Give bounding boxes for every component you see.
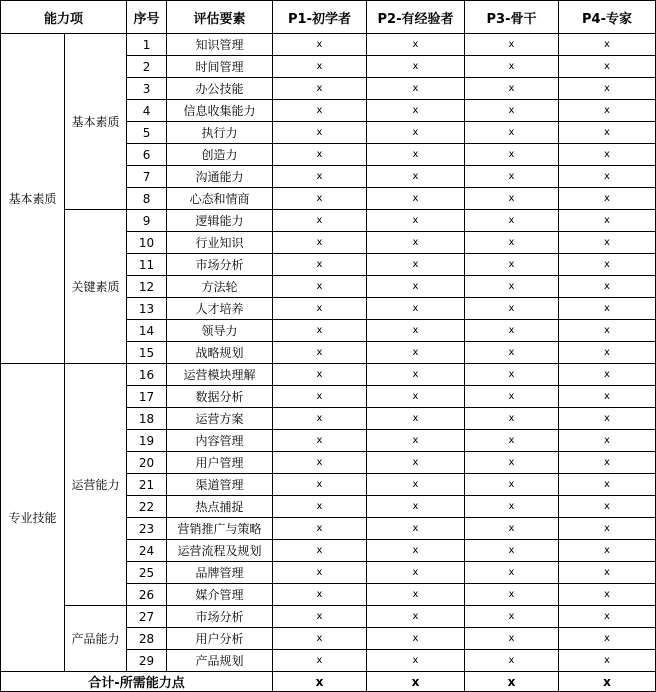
row-p3-mark: x (465, 298, 559, 320)
table-row (1, 364, 656, 386)
row-p2-mark: x (367, 518, 465, 540)
row-p2-mark: x (367, 122, 465, 144)
header-p1: P1-初学者 (273, 1, 367, 34)
row-number: 29 (127, 650, 167, 672)
row-p3-mark: x (465, 276, 559, 298)
row-number: 20 (127, 452, 167, 474)
row-element: 信息收集能力 (167, 100, 273, 122)
row-p3-mark: x (465, 188, 559, 210)
row-number: 8 (127, 188, 167, 210)
row-p3-mark: x (465, 342, 559, 364)
row-element: 执行力 (167, 122, 273, 144)
row-p2-mark: x (367, 474, 465, 496)
row-p2-mark: x (367, 430, 465, 452)
row-element: 用户分析 (167, 628, 273, 650)
row-p3-mark: x (465, 474, 559, 496)
row-p4-mark: x (559, 276, 656, 298)
row-element: 数据分析 (167, 386, 273, 408)
row-p4-mark: x (559, 430, 656, 452)
total-p1: x (273, 672, 367, 692)
row-number: 24 (127, 540, 167, 562)
row-element: 战略规划 (167, 342, 273, 364)
row-p3-mark: x (465, 122, 559, 144)
row-p3-mark: x (465, 144, 559, 166)
row-p3-mark: x (465, 584, 559, 606)
row-p3-mark: x (465, 496, 559, 518)
row-p3-mark: x (465, 650, 559, 672)
row-p4-mark: x (559, 210, 656, 232)
row-number: 16 (127, 364, 167, 386)
row-p2-mark: x (367, 78, 465, 100)
row-p2-mark: x (367, 584, 465, 606)
total-p3: x (465, 672, 559, 692)
row-p2-mark: x (367, 342, 465, 364)
row-p2-mark: x (367, 276, 465, 298)
row-p2-mark: x (367, 144, 465, 166)
row-p3-mark: x (465, 540, 559, 562)
row-p1-mark: x (273, 56, 367, 78)
row-p1-mark: x (273, 144, 367, 166)
row-number: 23 (127, 518, 167, 540)
row-p2-mark: x (367, 100, 465, 122)
row-p2-mark: x (367, 606, 465, 628)
row-p3-mark: x (465, 166, 559, 188)
row-p2-mark: x (367, 210, 465, 232)
row-p3-mark: x (465, 320, 559, 342)
row-p4-mark: x (559, 232, 656, 254)
row-p4-mark: x (559, 628, 656, 650)
row-p1-mark: x (273, 584, 367, 606)
row-p4-mark: x (559, 78, 656, 100)
row-p2-mark: x (367, 298, 465, 320)
category-professional: 专业技能 (1, 364, 65, 672)
row-element: 产品规划 (167, 650, 273, 672)
row-element: 办公技能 (167, 78, 273, 100)
row-number: 28 (127, 628, 167, 650)
row-p1-mark: x (273, 78, 367, 100)
row-p4-mark: x (559, 518, 656, 540)
row-p2-mark: x (367, 650, 465, 672)
row-p1-mark: x (273, 342, 367, 364)
row-p2-mark: x (367, 34, 465, 56)
row-p4-mark: x (559, 254, 656, 276)
row-element: 逻辑能力 (167, 210, 273, 232)
row-p4-mark: x (559, 584, 656, 606)
row-p4-mark: x (559, 298, 656, 320)
row-p3-mark: x (465, 452, 559, 474)
row-p1-mark: x (273, 166, 367, 188)
row-number: 5 (127, 122, 167, 144)
row-p3-mark: x (465, 254, 559, 276)
row-number: 27 (127, 606, 167, 628)
row-number: 3 (127, 78, 167, 100)
subcategory-key-quality: 关键素质 (65, 210, 127, 364)
row-p3-mark: x (465, 562, 559, 584)
row-p4-mark: x (559, 56, 656, 78)
row-p2-mark: x (367, 56, 465, 78)
row-number: 21 (127, 474, 167, 496)
row-number: 15 (127, 342, 167, 364)
row-p1-mark: x (273, 34, 367, 56)
row-p4-mark: x (559, 650, 656, 672)
table-header-row (1, 1, 656, 34)
row-p3-mark: x (465, 386, 559, 408)
row-p3-mark: x (465, 518, 559, 540)
row-p1-mark: x (273, 386, 367, 408)
row-p4-mark: x (559, 452, 656, 474)
row-p3-mark: x (465, 628, 559, 650)
row-p1-mark: x (273, 122, 367, 144)
total-row (1, 672, 656, 692)
row-number: 26 (127, 584, 167, 606)
subcategory-product: 产品能力 (65, 606, 127, 672)
row-p1-mark: x (273, 496, 367, 518)
table-row (1, 34, 656, 56)
row-p1-mark: x (273, 254, 367, 276)
row-p1-mark: x (273, 232, 367, 254)
row-p3-mark: x (465, 100, 559, 122)
row-element: 运营方案 (167, 408, 273, 430)
row-p1-mark: x (273, 628, 367, 650)
row-element: 运营模块理解 (167, 364, 273, 386)
header-element: 评估要素 (167, 1, 273, 34)
row-p2-mark: x (367, 562, 465, 584)
row-p1-mark: x (273, 518, 367, 540)
row-number: 12 (127, 276, 167, 298)
row-number: 22 (127, 496, 167, 518)
row-p4-mark: x (559, 122, 656, 144)
row-element: 运营流程及规划 (167, 540, 273, 562)
row-element: 时间管理 (167, 56, 273, 78)
row-element: 热点捕捉 (167, 496, 273, 518)
row-p3-mark: x (465, 232, 559, 254)
row-number: 25 (127, 562, 167, 584)
row-number: 1 (127, 34, 167, 56)
row-p1-mark: x (273, 452, 367, 474)
row-p1-mark: x (273, 650, 367, 672)
row-p1-mark: x (273, 540, 367, 562)
row-p1-mark: x (273, 320, 367, 342)
category-basic: 基本素质 (1, 34, 65, 364)
row-element: 用户管理 (167, 452, 273, 474)
row-p2-mark: x (367, 386, 465, 408)
row-number: 13 (127, 298, 167, 320)
row-p2-mark: x (367, 496, 465, 518)
row-p4-mark: x (559, 144, 656, 166)
row-number: 14 (127, 320, 167, 342)
row-p3-mark: x (465, 364, 559, 386)
row-p4-mark: x (559, 320, 656, 342)
total-p2: x (367, 672, 465, 692)
row-p3-mark: x (465, 606, 559, 628)
row-p4-mark: x (559, 540, 656, 562)
row-p4-mark: x (559, 364, 656, 386)
header-p2: P2-有经验者 (367, 1, 465, 34)
row-number: 7 (127, 166, 167, 188)
table-row (1, 606, 656, 628)
row-number: 9 (127, 210, 167, 232)
row-p2-mark: x (367, 166, 465, 188)
row-number: 11 (127, 254, 167, 276)
total-label: 合计-所需能力点 (1, 672, 273, 692)
row-element: 市场分析 (167, 254, 273, 276)
row-p2-mark: x (367, 232, 465, 254)
row-p2-mark: x (367, 540, 465, 562)
row-p1-mark: x (273, 474, 367, 496)
row-number: 10 (127, 232, 167, 254)
row-p4-mark: x (559, 408, 656, 430)
row-element: 媒介管理 (167, 584, 273, 606)
row-p4-mark: x (559, 342, 656, 364)
row-p4-mark: x (559, 34, 656, 56)
row-p2-mark: x (367, 364, 465, 386)
row-element: 心态和情商 (167, 188, 273, 210)
row-element: 渠道管理 (167, 474, 273, 496)
row-p3-mark: x (465, 56, 559, 78)
row-number: 4 (127, 100, 167, 122)
row-element: 品牌管理 (167, 562, 273, 584)
row-element: 知识管理 (167, 34, 273, 56)
row-p4-mark: x (559, 100, 656, 122)
row-p2-mark: x (367, 628, 465, 650)
header-p4: P4-专家 (559, 1, 656, 34)
row-number: 6 (127, 144, 167, 166)
row-p3-mark: x (465, 430, 559, 452)
row-element: 沟通能力 (167, 166, 273, 188)
row-p1-mark: x (273, 364, 367, 386)
row-element: 领导力 (167, 320, 273, 342)
row-p1-mark: x (273, 606, 367, 628)
row-p2-mark: x (367, 254, 465, 276)
row-p4-mark: x (559, 166, 656, 188)
table-body (1, 34, 656, 672)
row-p3-mark: x (465, 210, 559, 232)
row-p2-mark: x (367, 188, 465, 210)
row-element: 营销推广与策略 (167, 518, 273, 540)
subcategory-operation: 运营能力 (65, 364, 127, 606)
header-p3: P3-骨干 (465, 1, 559, 34)
row-p3-mark: x (465, 408, 559, 430)
row-number: 17 (127, 386, 167, 408)
row-element: 方法轮 (167, 276, 273, 298)
row-p3-mark: x (465, 34, 559, 56)
row-p2-mark: x (367, 452, 465, 474)
row-element: 行业知识 (167, 232, 273, 254)
row-p1-mark: x (273, 562, 367, 584)
header-ability: 能力项 (1, 1, 127, 34)
subcategory-basic-quality: 基本素质 (65, 34, 127, 210)
row-p4-mark: x (559, 496, 656, 518)
row-p1-mark: x (273, 188, 367, 210)
row-p1-mark: x (273, 430, 367, 452)
row-p4-mark: x (559, 188, 656, 210)
row-number: 18 (127, 408, 167, 430)
row-number: 2 (127, 56, 167, 78)
total-p4: x (559, 672, 656, 692)
header-number: 序号 (127, 1, 167, 34)
row-element: 人才培养 (167, 298, 273, 320)
row-p1-mark: x (273, 276, 367, 298)
row-p4-mark: x (559, 562, 656, 584)
row-element: 创造力 (167, 144, 273, 166)
row-element: 内容管理 (167, 430, 273, 452)
row-p3-mark: x (465, 78, 559, 100)
row-p2-mark: x (367, 320, 465, 342)
row-number: 19 (127, 430, 167, 452)
row-p1-mark: x (273, 298, 367, 320)
row-p4-mark: x (559, 474, 656, 496)
row-p4-mark: x (559, 606, 656, 628)
row-p4-mark: x (559, 386, 656, 408)
row-p1-mark: x (273, 210, 367, 232)
row-p2-mark: x (367, 408, 465, 430)
row-p1-mark: x (273, 100, 367, 122)
row-element: 市场分析 (167, 606, 273, 628)
row-p1-mark: x (273, 408, 367, 430)
table-row (1, 210, 656, 232)
